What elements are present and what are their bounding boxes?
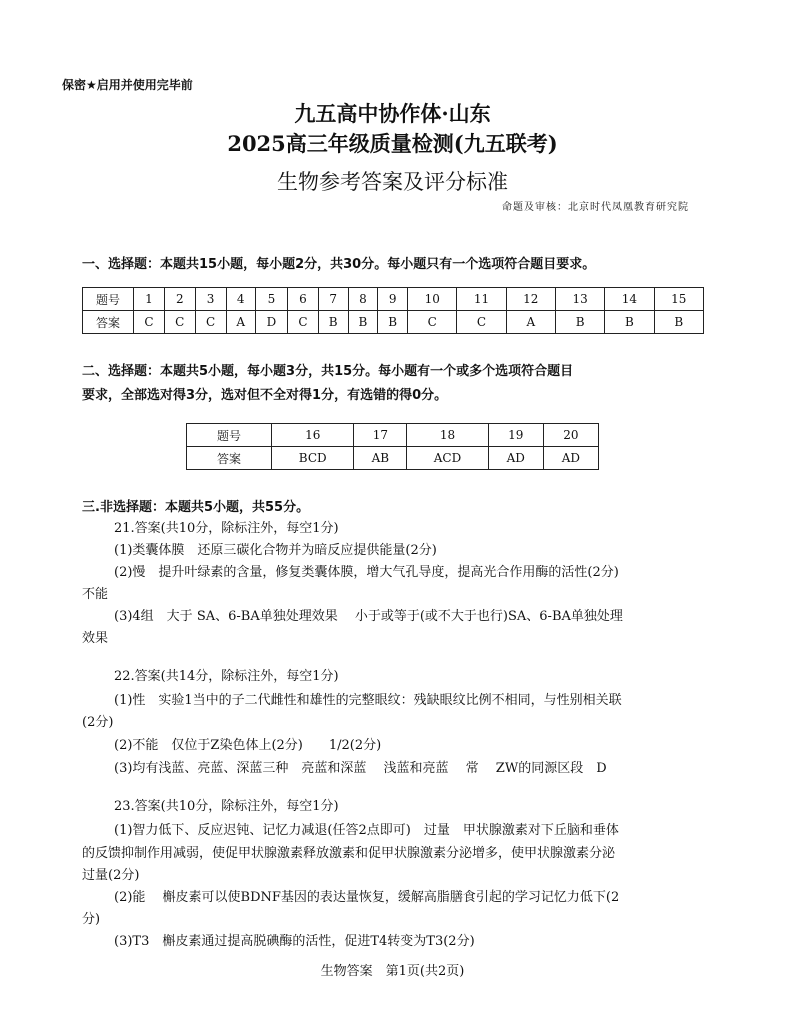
credit-line: 命题及审核：北京时代凤凰教育研究院 [502,202,689,213]
question-cell: 19 [488,424,543,447]
answer-cell: B [348,311,378,334]
answer-line: 过量(2分) [82,868,140,883]
answer-line: 21.答案(共10分，除标注外，每空1分) [114,521,339,536]
answer-line: (3)4组 大于 SA、6-BA单独处理效果 小于或等于(或不大于也行)SA、6-BA单独处理 [114,609,623,624]
section2-heading-line1: 二、选择题：本题共5小题，每小题3分，共15分。每小题有一个或多个选项符合题目 [82,364,574,379]
question-cell: 7 [318,288,348,311]
section3-heading: 三.非选择题：本题共5小题，共55分。 [82,500,310,515]
question-cell: 13 [555,288,604,311]
question-row [187,424,599,447]
question-cell: 5 [255,288,287,311]
answer-line: (1)类囊体膜 还原三碳化合物并为暗反应提供能量(2分) [114,543,437,558]
answer-line: 不能 [82,587,109,602]
question-cell: 8 [348,288,378,311]
question-cell: 16 [272,424,354,447]
answer-table-1 [82,287,704,334]
answer-line: 效果 [82,631,109,646]
answer-line: (2)不能 仅位于Z染色体上(2分) 1/2(2分) [114,738,382,753]
question-cell: 2 [164,288,195,311]
question-cell: 14 [605,288,654,311]
answer-cell: C [408,311,457,334]
question-cell: 20 [543,424,598,447]
answer-line: 分) [82,912,101,927]
answer-line: (1)性 实验1当中的子二代雌性和雄性的完整眼纹：残缺眼纹比例不相同，与性别相关联 [114,693,622,708]
question-cell: 10 [408,288,457,311]
answer-table-2 [186,423,599,470]
answer-cell: C [164,311,195,334]
question-cell: 3 [195,288,226,311]
answer-cell: B [654,311,703,334]
answer-cell: C [457,311,506,334]
answer-cell: B [378,311,408,334]
answer-cell: BCD [272,447,354,470]
answer-line: (1)智力低下、反应迟钝、记忆力减退(任答2点即可) 过量 甲状腺激素对下丘脑和垂体 [114,823,619,838]
row-label: 题号 [187,424,272,447]
question-cell: 11 [457,288,506,311]
answer-row [83,311,704,334]
section2-heading-line2: 要求，全部选对得3分，选对但不全对得1分，有选错的得0分。 [82,388,448,403]
row-label: 答案 [187,447,272,470]
question-cell: 4 [226,288,255,311]
confidential-label: 保密★启用并使用完毕前 [62,78,193,92]
answer-cell: B [605,311,654,334]
answer-cell: ACD [407,447,488,470]
answer-line: (2)能 槲皮素可以使BDNF基因的表达量恢复，缓解高脂膳食引起的学习记忆力低下(2 [114,890,620,905]
title-line-1: 九五高中协作体·山东 [294,101,491,126]
answer-cell: AD [488,447,543,470]
answer-cell: B [555,311,604,334]
question-cell: 1 [134,288,165,311]
row-label: 答案 [83,311,134,334]
question-cell: 6 [287,288,318,311]
section1-heading: 一、选择题：本题共15小题，每小题2分，共30分。每小题只有一个选项符合题目要求。 [82,257,596,272]
answer-row [187,447,599,470]
answer-line: (2分) [82,715,114,730]
answer-cell: B [318,311,348,334]
answer-cell: C [134,311,165,334]
answer-cell: A [506,311,555,334]
document-title: 生物参考答案及评分标准 [277,170,508,194]
question-cell: 17 [354,424,407,447]
answer-cell: C [195,311,226,334]
answer-cell: C [287,311,318,334]
answer-line: 23.答案(共10分，除标注外，每空1分) [114,799,339,814]
answer-line: 22.答案(共14分，除标注外，每空1分) [114,669,339,684]
answer-cell: AB [354,447,407,470]
title-line-2: 2025高三年级质量检测(九五联考) [227,131,558,156]
answer-line: (2)慢 提升叶绿素的含量，修复类囊体膜，增大气孔导度，提高光合作用酶的活性(2分) [114,565,619,580]
question-cell: 9 [378,288,408,311]
question-cell: 12 [506,288,555,311]
question-cell: 18 [407,424,488,447]
question-row [83,288,704,311]
answer-cell: A [226,311,255,334]
answer-line: (3)均有浅蓝、亮蓝、深蓝三种 亮蓝和深蓝 浅蓝和亮蓝 常 ZW的同源区段 D [114,761,607,776]
answer-line: (3)T3 槲皮素通过提高脱碘酶的活性，促进T4转变为T3(2分) [114,934,475,949]
answer-cell: D [255,311,287,334]
answer-cell: AD [543,447,598,470]
page-footer: 生物答案 第1页(共2页) [320,964,465,979]
row-label: 题号 [83,288,134,311]
question-cell: 15 [654,288,703,311]
answer-line: 的反馈抑制作用减弱，使促甲状腺激素释放激素和促甲状腺激素分泌增多，使甲状腺激素分泌 [82,846,616,861]
